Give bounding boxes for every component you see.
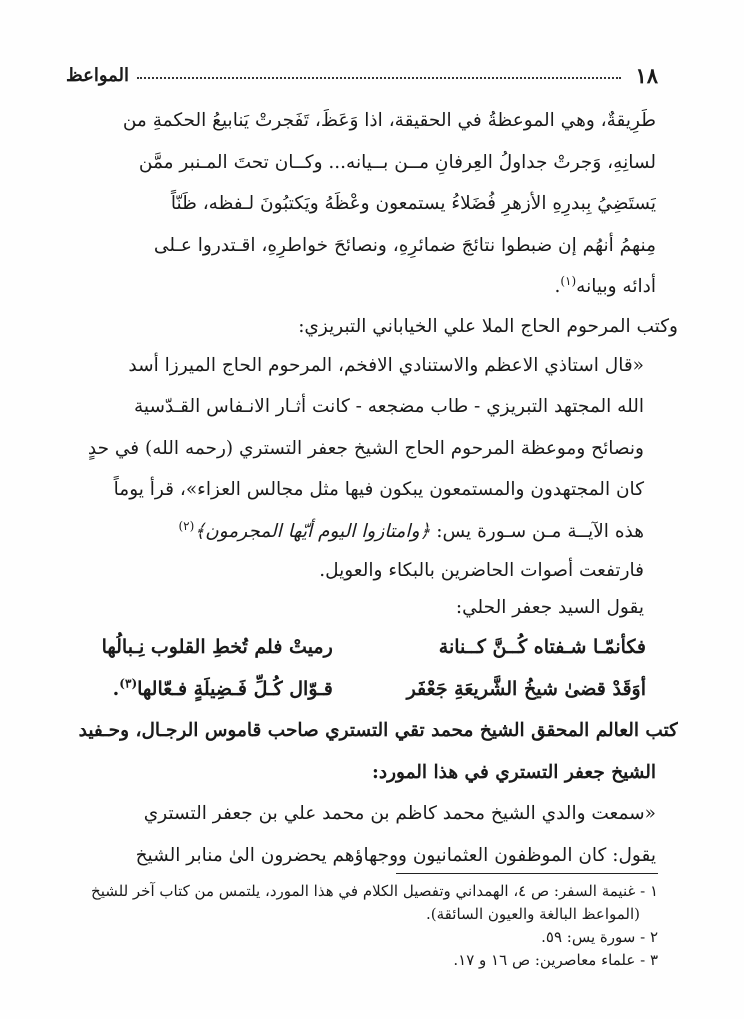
page-number: ١٨ [635,62,658,88]
poet-intro: يقول السيد جعفر الحلي: [455,597,644,618]
hemistich-text: قـوّال كُـلِّ فَـضِيلَةٍ فـعّالها [137,678,333,700]
body-line: فارتفعت أصوات الحاضرين بالبكاء والعويل. [319,560,644,581]
body-line: طَرِيقةٌ، وهي الموعظةُ في الحقيقة، اذا وَعَظَ، تَفَجرتْ يَنابيعُ الحكمةِ من [122,110,656,131]
footnote-item: ٢ - سورة يس: ٥٩. [541,928,658,946]
ayah-line [66,511,656,553]
poem-verse [66,626,656,668]
quran-verse: ﴿وامتازوا اليوم أيّها المجرمون﴾ [194,520,431,542]
page-header [66,58,658,92]
footnote-ref: (١) [560,273,577,288]
page-body [66,100,678,876]
footnote-continuation: (المواعظ البالغة والعيون السائقة). [426,905,640,923]
header-dotted-leader [137,77,621,79]
body-line: لسانِهِ، وَجرتْ جداولُ العِرفانِ مــن بــيانه... وكــان تحتَ المـنبر ممَّن [138,151,656,173]
sentence-end: . [112,678,120,700]
closing-line: «سمعت والدي الشيخ محمد كاظم بن محمد علي بن جعفر التستري [143,803,656,824]
quote-line: كان المجتهدون والمستمعون يبكون فيها مثل مجالس العزاء»، قرأ يوماً [113,479,644,500]
intro-line: وكتب المرحوم الحاج الملا علي الخياباني التبريزي: [298,315,678,337]
footnote-ref: (٢) [178,518,195,533]
running-title: المواعظ [66,64,130,86]
poem-second-hemistich [66,668,333,710]
footnote-item: ٣ - علماء معاصرين: ص ١٦ و ١٧. [453,951,658,969]
quote-line: «قال استاذي الاعظم والاستنادي الافخم، المرحوم الحاج الميرزا أسد [128,354,644,376]
ayah-lead: هذه الآيــة مـن سـورة يس: [430,520,644,542]
poem-verse [66,668,656,710]
poem-first-hemistich: فكأنمّـا شـفتاه كُــنَّ كــنانة [438,636,646,658]
body-line: مِنهمُ أنهُم إن ضبطوا نتائجَ ضمائرِهِ، ونصائحَ خواطرِهِ، اقـتدروا عـلى [153,234,656,256]
body-line: يَستَضِيُ بِبدرِهِ الأزهرِ فُضَلاءُ يستمعون وعْظَهُ ويَكتبُونَ لـفظه، ظَنّاً [170,193,656,214]
sentence-end: . [554,276,561,297]
footnote-item: ١ - غنيمة السفر: ص ٤، الهمداني وتفصيل الكلام في هذا المورد، يلتمس من كتاب آخر للشيخ [91,882,658,900]
closing-line: الشيخ جعفر التستري في هذا المورد: [372,761,656,783]
body-line [66,266,656,308]
footnote-separator [396,873,658,874]
poem-second-hemistich: رميتْ فلم تُخطِ القلوب نِـبالُها [101,636,333,658]
footnote-ref: (٣) [119,676,138,691]
body-line-text: أدائه وبيانه [576,276,656,297]
footnotes [66,880,658,972]
poem-first-hemistich: أوَقَدْ قضىٰ شيخُ الشَّريعَةِ جَعْفَر [406,678,646,700]
closing-line: كتب العالم المحقق الشيخ محمد تقي التستري صاحب قاموس الرجـال، وحـفيد [78,720,678,741]
closing-line: يقول: كان الموظفون العثمانيون ووجهاؤهم يحضرون الىٰ منابر الشيخ [135,844,656,866]
quote-line: ونصائح وموعظة المرحوم الحاج الشيخ جعفر التستري (رحمه الله) في حدٍ [87,437,644,459]
quote-line: الله المجتهد التبريزي - طاب مضجعه - كانت أثـار الانـفاس القـدّسية [133,396,644,417]
